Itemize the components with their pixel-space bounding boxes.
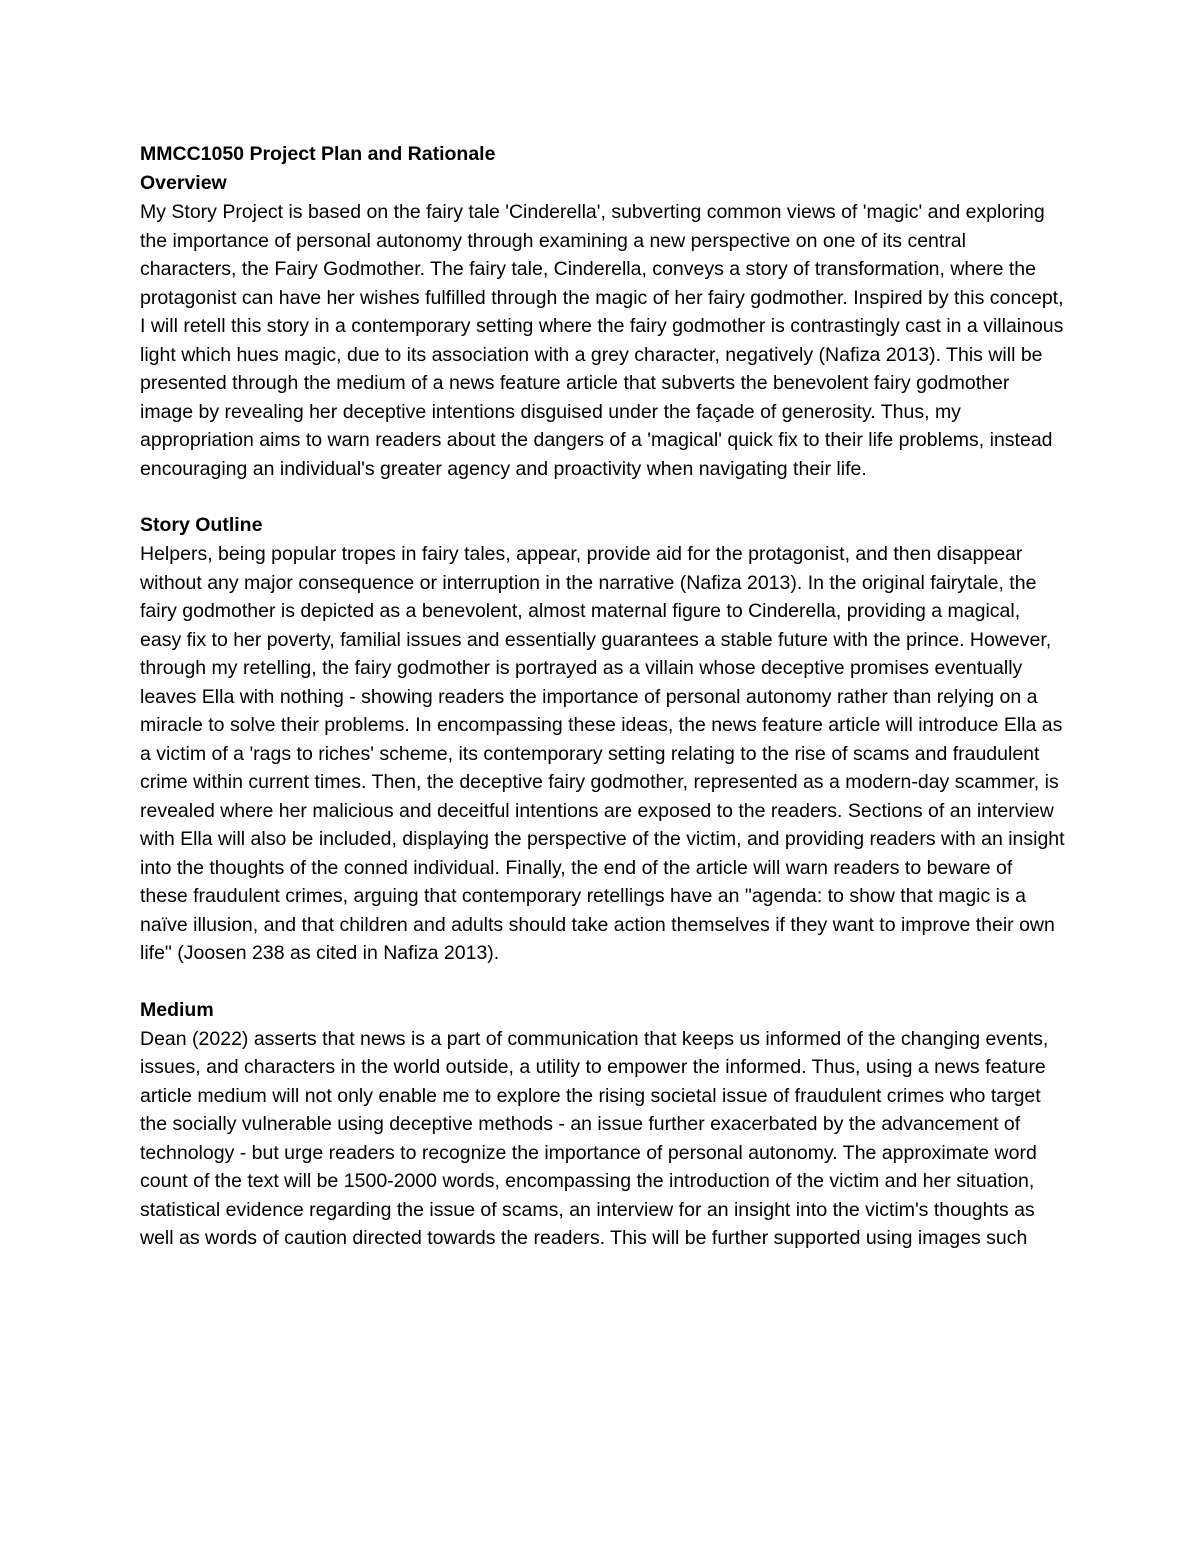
section-body-medium: Dean (2022) asserts that news is a part of communication that keeps us informed of the changing events, issues, and characters in the world outside, a utility to empower the informed. Thus, using a news feature article medium will not only enable me to explore the rising societal issue of fraudulent crimes who target the socially vulnerable using deceptive methods - an issue further exacerbated by the advancement of technology - but urge readers to recognize the importance of personal autonomy. The approximate word count of the text will be 1500-2000 words, encompassing the introduction of the victim and her situation, statistical evidence regarding the issue of scams, an interview for an insight into the victim's thoughts as well as words of caution directed towards the readers. This will be further supported using images such: [140, 1027, 1049, 1249]
section-medium: [140, 996, 1065, 1253]
section-body-story-outline: Helpers, being popular tropes in fairy tales, appear, provide aid for the protagonist, and then disappear without any major consequence or interruption in the narrative (Nafiza 2013). In the original fairytale, the fairy godmother is depicted as a benevolent, almost maternal figure to Cinderella, providing a magical, easy fix to her poverty, familial issues and essentially guarantees a stable future with the prince. However, through my retelling, the fairy godmother is portrayed as a villain whose deceptive promises eventually leaves Ella with nothing - showing readers the importance of personal autonomy rather than relying on a miracle to solve their problems. In encompassing these ideas, the news feature article will introduce Ella as a victim of a 'rags to riches' scheme, its contemporary setting relating to the rise of scams and fraudulent crime within current times. Then, the deceptive fairy godmother, represented as a modern-day scammer, is revealed where her malicious and deceitful intentions are exposed to the readers. Sections of an interview with Ella will also be included, displaying the perspective of the victim, and providing readers with an insight into the thoughts of the conned individual. Finally, the end of the article will warn readers to beware of these fraudulent crimes, arguing that contemporary retellings have an "agenda: to show that magic is a naïve illusion, and that children and adults should take action themselves if they want to improve their own life" (Joosen 238 as cited in Nafiza 2013).: [140, 543, 1065, 964]
section-overview: [140, 169, 1065, 483]
document-title: MMCC1050 Project Plan and Rationale: [140, 143, 496, 165]
section-heading-medium: Medium: [140, 998, 214, 1021]
section-story-outline: [140, 511, 1065, 968]
document-page: [140, 140, 1065, 1253]
section-heading-overview: Overview: [140, 172, 227, 194]
section-body-overview: My Story Project is based on the fairy tale 'Cinderella', subverting common views of 'magic' and exploring the importance of personal autonomy through examining a new perspective on one of its central characters, the Fairy Godmother. The fairy tale, Cinderella, conveys a story of transformation, where the protagonist can have her wishes fulfilled through the magic of her fairy godmother. Inspired by this concept, I will retell this story in a contemporary setting where the fairy godmother is contrastingly cast in a villainous light which hues magic, due to its association with a grey character, negatively (Nafiza 2013). This will be presented through the medium of a news feature article that subverts the benevolent fairy godmother image by revealing her deceptive intentions disguised under the façade of generosity. Thus, my appropriation aims to warn readers about the dangers of a 'magical' quick fix to their life problems, instead encouraging an individual's greater agency and proactivity when navigating their life.: [140, 201, 1064, 480]
section-heading-story-outline: Story Outline: [140, 514, 263, 536]
